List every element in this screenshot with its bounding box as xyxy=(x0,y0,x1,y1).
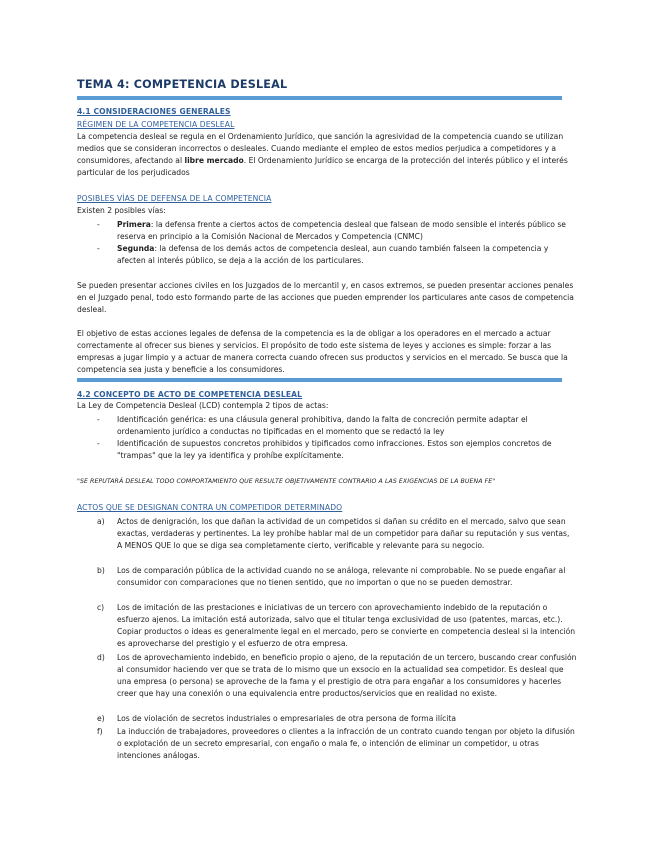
vias-intro: Existen 2 posibles vías: xyxy=(77,206,166,215)
list-item-primera xyxy=(117,219,577,243)
list-marker: a) xyxy=(97,517,105,526)
list-marker: c) xyxy=(97,603,105,612)
list-item-induccion: La inducción de trabajadores, proveedores o clientes a la infracción de un contrato cuando tengan por objeto la difusión o explotación de un secreto empresarial, con engaño o mala fe, o intención de eliminar un competidor, u otras intenciones análogas. xyxy=(117,727,575,760)
list-dash: - xyxy=(97,415,100,424)
paragraph-objetivo: El objetivo de estas acciones legales de defensa de la competencia es la de obligar a los operadores en el mercado a actuar correctamente al ofrecer sus bienes y servicios. El propósito de todo este sistema de leyes y acciones es simple: forzar a las empresas a jugar limpio y a actuar de manera correcta cuando ofrecen sus productos y servicios en el mercado. Se busca que la competencia sea justa y beneficie a los consumidores. xyxy=(77,329,568,374)
list-item-generica: Identificación genérica: es una cláusula general prohibitiva, dando la falta de concreción permite adaptar el ordenamiento jurídico a conductas no tipificadas en el momento que se redactó la ley xyxy=(117,415,528,436)
paragraph-text: . El Ordenamiento Jurídico se encarga de la protección del interés público y el interés particular de los perjudicados xyxy=(77,156,568,177)
section-heading-4-1: 4.1 CONSIDERACIONES GENERALES xyxy=(77,107,231,116)
list-item-text: : la defensa de los demás actos de competencia desleal, aun cuando también falseen la competencia y afecten al interés público, se deja a la acción de los particulares. xyxy=(117,244,549,265)
section-heading-4-2: 4.2 CONCEPTO DE ACTO DE COMPETENCIA DESLEAL xyxy=(77,390,303,399)
list-dash: - xyxy=(97,220,100,229)
bold-term: Segunda xyxy=(117,244,155,253)
list-item-segunda xyxy=(117,243,577,267)
section-divider xyxy=(77,378,562,382)
list-item-supuestos: Identificación de supuestos concretos prohibidos y tipificados como infracciones. Estos son ejemplos concretos de "trampas" que la ley ya identifica y prohíbe explícitamente. xyxy=(117,439,552,460)
subheading-regimen: RÉGIMEN DE LA COMPETENCIA DESLEAL xyxy=(77,120,235,129)
list-marker: b) xyxy=(97,566,105,575)
paragraph-text: La competencia desleal se regula en el Ordenamiento Jurídico, que sanción la agresividad de la competencia cuando se utilizan medios que se consideran incorrectos o desleales. Cuando mediante el empleo de estos medios perjudica a competidores y a consumidores, afectando al xyxy=(77,132,564,165)
page-title: TEMA 4: COMPETENCIA DESLEAL xyxy=(77,78,288,91)
list-item-aprovechamiento: Los de aprovechamiento indebido, en beneficio propio o ajeno, de la reputación de un tercero, buscando crear confusión al consumidor haciendo ver que se trata de lo mismo que un exsocio en la actualidad sea competidor. Es desleal que una empresa (o persona) se aproveche de la fama y el prestigio de otra para engañar a los consumidores y hacerles creer que hay una conexión o una equivalencia entre productos/servicios que en realidad no existe. xyxy=(117,653,577,698)
list-item-secretos: Los de violación de secretos industriales o empresariales de otra persona de forma ilícita xyxy=(117,714,457,723)
list-item-denigracion: Actos de denigración, los que dañan la actividad de un competidos si dañan su crédito en el mercado, salvo que sean exactas, verdaderas y pertinentes. La ley prohíbe hablar mal de un competidor para dañar su reputación y sus ventas, A MENOS QUE lo que se diga sea completamente cierto, verificable y relevante para su negocio. xyxy=(117,517,570,550)
list-marker: d) xyxy=(97,653,105,662)
subheading-actos: ACTOS QUE SE DESIGNAN CONTRA UN COMPETIDOR DETERMINADO xyxy=(77,503,343,512)
list-dash: - xyxy=(97,439,100,448)
paragraph-lcd-intro: La Ley de Competencia Desleal (LCD) contempla 2 tipos de actas: xyxy=(77,401,329,410)
list-dash: - xyxy=(97,244,100,253)
paragraph-regimen xyxy=(77,131,577,179)
bold-term: Primera xyxy=(117,220,151,229)
bold-term: libre mercado xyxy=(184,156,244,165)
list-item-text: : la defensa frente a ciertos actos de competencia desleal que falsean de modo sensible el interés público se reserva en principio a la Comisión Nacional de Mercados y Competencia (CNMC) xyxy=(117,220,566,241)
list-item-comparacion: Los de comparación pública de la actividad cuando no se análoga, relevante ni comprobable. No se puede engañar al consumidor con comparaciones que no tienen sentido, que no importan o que no se pueden demostrar. xyxy=(117,566,566,587)
quote-buena-fe: "SE REPUTARÁ DESLEAL TODO COMPORTAMIENTO QUE RESULTE OBJETIVAMENTE CONTRARIO A LAS EXIGENCIAS DE LA BUENA FE" xyxy=(77,478,496,485)
list-marker: f) xyxy=(97,727,103,736)
paragraph-acciones: Se pueden presentar acciones civiles en los Juzgados de lo mercantil y, en casos extremos, se pueden presentar acciones penales en el Juzgado penal, todo esto formando parte de las acciones que pueden emprender los particulares ante casos de competencia desleal. xyxy=(77,281,574,314)
list-item-imitacion: Los de imitación de las prestaciones e iniciativas de un tercero con aprovechamiento indebido de la reputación o esfuerzo ajenos. La imitación está autorizada, salvo que el titular tenga exclusividad de uso (patentes, marcas, etc.). Copiar productos o ideas es generalmente legal en el mercado, pero se convierte en competencia desleal si la intención es aprovecharse del prestigio y el esfuerzo de otra empresa. xyxy=(117,603,576,648)
list-marker: e) xyxy=(97,714,105,723)
section-divider xyxy=(77,96,562,100)
subheading-vias: POSIBLES VÍAS DE DEFENSA DE LA COMPETENCIA xyxy=(77,194,272,203)
